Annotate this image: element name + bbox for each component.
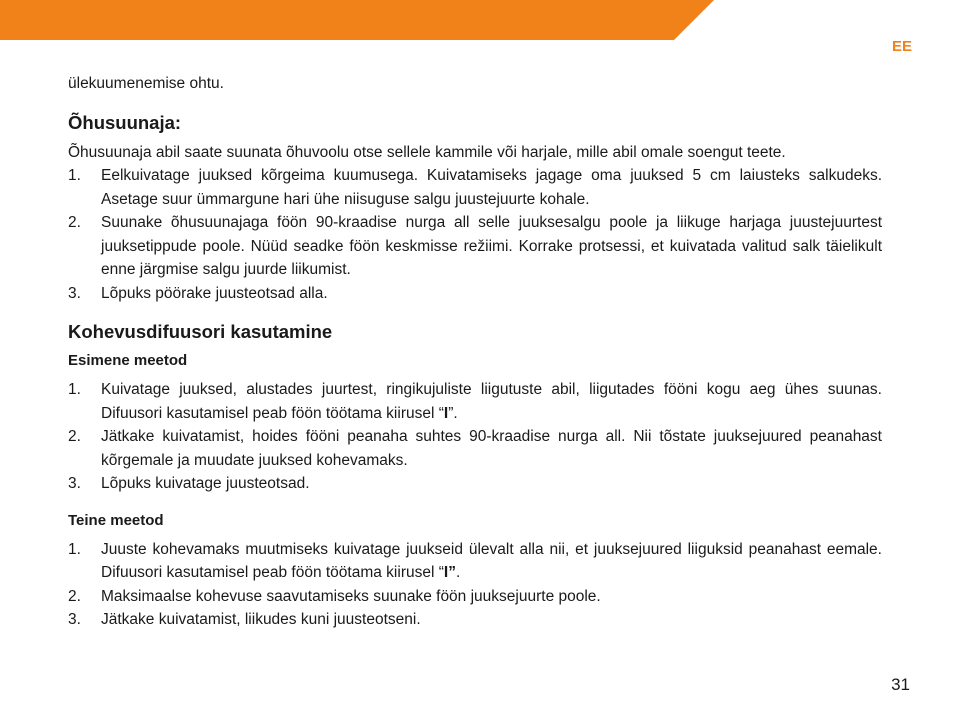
method2-steps	[68, 538, 882, 632]
list-text: Eelkuivatage juuksed kõrgeima kuumusega. Kuivatamiseks jagage oma juuksed 5 cm laiusteks salkudeks. Asetage suur ümmargune hari ühe niisuguse salgu juustejuurte kohale.	[101, 167, 882, 208]
list-item	[68, 164, 882, 211]
speed-setting: I	[443, 404, 449, 422]
text-part: Juuste kohevamaks muutmiseks kuivatage juukseid ülevalt alla nii, et juuksejuured liiguksid peanahast eemale. Difuusori kasutamisel peab föön töötama kiirusel “	[101, 540, 882, 581]
list-text: Lõpuks kuivatage juusteotsad.	[101, 475, 310, 492]
speed-setting: I”	[443, 564, 456, 581]
language-code: EE	[891, 38, 912, 55]
list-number: 3.	[68, 475, 81, 492]
list-item	[68, 608, 882, 632]
list-item	[68, 425, 882, 472]
list-item	[68, 538, 882, 585]
list-text: Jätkake kuivatamist, liikudes kuni juusteotseni.	[101, 611, 421, 628]
list-item	[68, 585, 882, 609]
list-text: Jätkake kuivatamist, hoides fööni peanaha suhtes 90-kraadise nurga all. Nii tõstate juuksejuured peanahast kõrgemale ja muudate juuksed kohevamaks.	[101, 428, 882, 469]
list-text	[101, 538, 882, 585]
list-text: Maksimaalse kohevuse saavutamiseks suunake föön juuksejuurte poole.	[101, 587, 601, 605]
list-text: Suunake õhusuunajaga föön 90-kraadise nurga all selle juuksesalgu poole ja liikuge harjaga juustejuurtest juuksetippude poole. Nüüd seadke föön keskmisse režiimi. Korrake protsessi, et kuivatada valitud salk täielikult enne järgmise salgu juurde liikumist.	[101, 214, 882, 278]
text-part: Kuivatage juuksed, alustades juurtest, ringikujuliste liigutuste abil, liigutades fööni kogu aeg ühes suunas. Difuusori kasutamisel peab föön töötama kiirusel “	[101, 381, 882, 422]
diffuser-heading: Kohevusdifuusori kasutamine	[68, 321, 333, 342]
list-number: 1.	[68, 167, 81, 184]
concentrator-steps	[68, 164, 882, 305]
method1-steps	[68, 378, 882, 496]
text-part: ”.	[448, 404, 458, 422]
list-text: Lõpuks pöörake juusteotsad alla.	[101, 284, 328, 302]
page-content	[68, 72, 882, 632]
list-number: 1.	[68, 381, 81, 398]
list-item	[68, 472, 882, 496]
method2-heading: Teine meetod	[68, 511, 164, 529]
list-number: 2.	[68, 428, 81, 445]
intro-text: ülekuumenemise ohtu.	[68, 75, 224, 92]
header-banner-shape	[0, 0, 714, 40]
header-banner	[0, 0, 954, 40]
page-number: 31	[891, 675, 910, 694]
concentrator-description: Õhusuunaja abil saate suunata õhuvoolu otse sellele kammile või harjale, mille abil omale soengut teete.	[68, 143, 786, 161]
list-number: 3.	[68, 284, 81, 302]
list-number: 2.	[68, 214, 81, 231]
method1-heading: Esimene meetod	[68, 352, 188, 369]
list-item	[68, 282, 882, 306]
list-item	[68, 378, 882, 425]
text-part: .	[455, 564, 461, 581]
list-number: 3.	[68, 611, 81, 628]
list-text	[101, 378, 882, 425]
list-number: 1.	[68, 540, 81, 558]
concentrator-heading: Õhusuunaja:	[68, 111, 182, 133]
list-number: 2.	[68, 587, 81, 605]
list-item	[68, 211, 882, 282]
